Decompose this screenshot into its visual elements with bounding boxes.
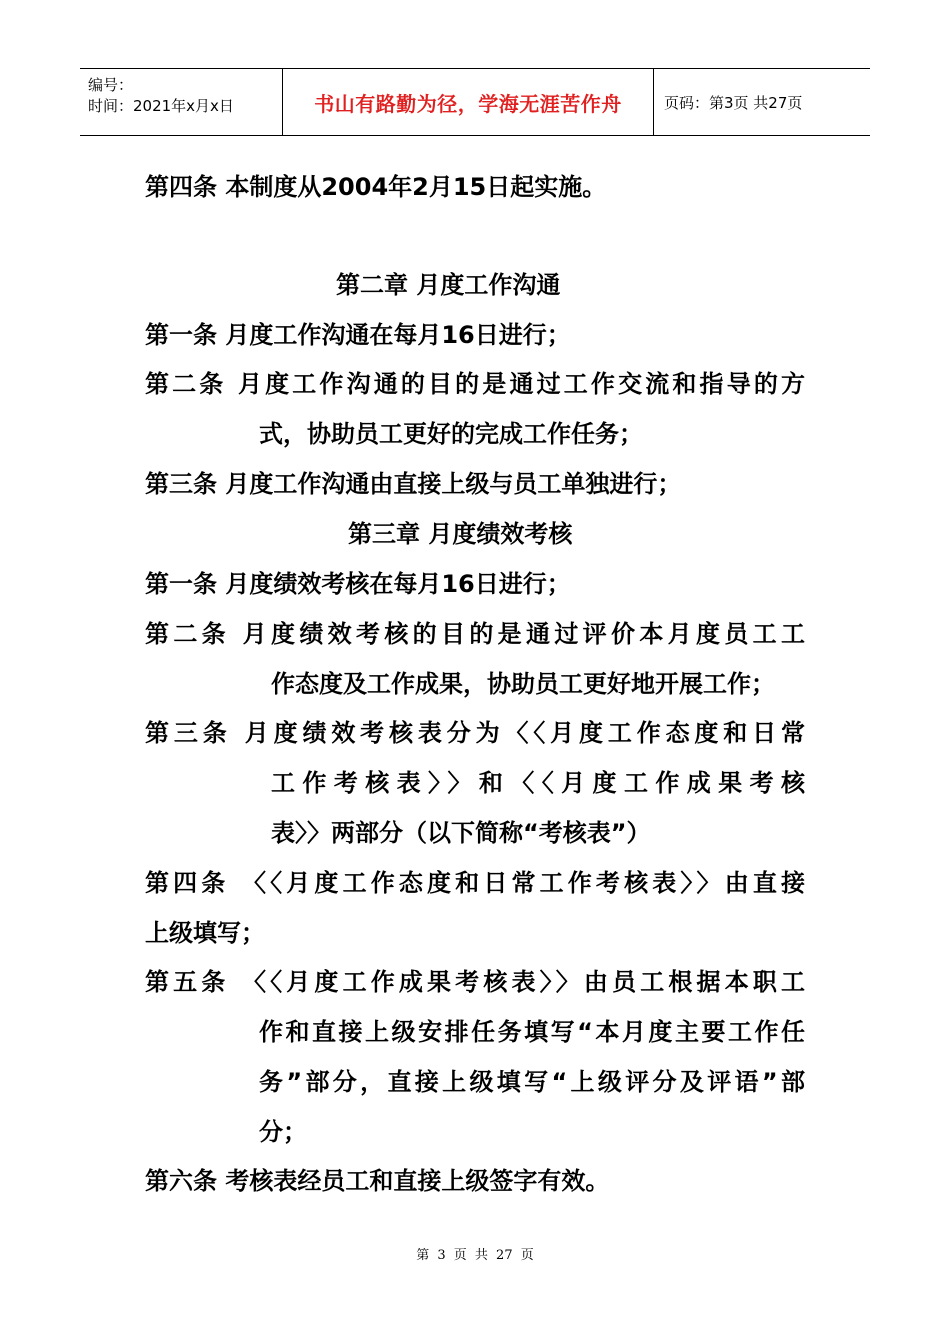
chapter-3-article-5-line-2: 作和直接上级安排任务填写“本月度主要工作任: [259, 1018, 805, 1046]
page-header: [80, 68, 870, 136]
chapter-3-title: 第三章 月度绩效考核: [348, 520, 573, 548]
chapter-3-article-5-line-1: 第五条 〈〈月度工作成果考核表〉〉由员工根据本职工: [145, 968, 805, 996]
header-meta: [80, 69, 282, 135]
chapter-2-article-1: 第一条 月度工作沟通在每月16日进行；: [145, 321, 571, 349]
chapter-3-article-3-line-2: 工作考核表〉〉和〈〈月度工作成果考核: [271, 769, 805, 797]
chapter-3-article-4-line-1: 第四条 〈〈月度工作态度和日常工作考核表〉〉由直接: [145, 869, 805, 897]
chapter-3-article-4-line-2: 上级填写；: [145, 919, 265, 947]
header-motto: 书山有路勤为径，学海无涯苦作舟: [282, 69, 654, 135]
chapter-3-article-5-line-3: 务”部分，直接上级填写“上级评分及评语”部: [259, 1068, 805, 1096]
document-number-label: 编号：: [88, 76, 134, 94]
chapter-3-article-3-line-1: 第三条 月度绩效考核表分为〈〈月度工作态度和日常: [145, 719, 805, 747]
chapter-3-article-5-line-4: 分；: [259, 1118, 307, 1146]
chapter-3-article-2-line-2: 作态度及工作成果，协助员工更好地开展工作；: [271, 670, 775, 698]
chapter-2-article-2-line-2: 式，协助员工更好的完成工作任务；: [259, 420, 643, 448]
chapter-3-article-2-line-1: 第二条 月度绩效考核的目的是通过评价本月度员工工: [145, 620, 805, 648]
chapter-3-article-1: 第一条 月度绩效考核在每月16日进行；: [145, 570, 571, 598]
header-page-label: 页码：第3页 共27页: [664, 93, 803, 112]
chapter-2-title: 第二章 月度工作沟通: [336, 271, 561, 299]
chapter-2-article-2-line-1: 第二条 月度工作沟通的目的是通过工作交流和指导的方: [145, 370, 805, 398]
chapter-3-article-3-line-3: 表〉〉两部分（以下简称“考核表”）: [271, 819, 651, 847]
chapter-3-article-6: 第六条 考核表经员工和直接上级签字有效。: [145, 1167, 610, 1195]
article-4-effective-date: 第四条 本制度从2004年2月15日起实施。: [145, 173, 607, 201]
chapter-2-article-3: 第三条 月度工作沟通由直接上级与员工单独进行；: [145, 470, 682, 498]
document-time-label: 时间：2021年x月x日: [88, 97, 234, 115]
page-footer: 第 3 页 共 27 页: [416, 1248, 534, 1263]
